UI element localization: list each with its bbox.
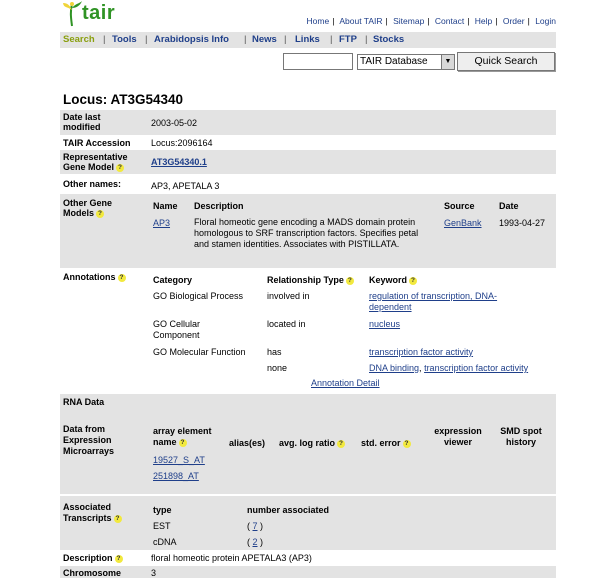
quick-search-button[interactable]: Quick Search xyxy=(457,52,555,71)
top-nav-help[interactable]: Help xyxy=(474,16,493,26)
transcript-type: cDNA xyxy=(153,537,177,547)
col-header-aliases: alias(es) xyxy=(229,438,266,448)
col-header-type: type xyxy=(153,505,172,515)
label-associated-transcripts: Associated Transcripts xyxy=(63,502,112,523)
top-nav: Home | About TAIR | Sitemap | Contact | Help | Order | Login xyxy=(306,16,556,26)
link-annotation-keyword[interactable]: nucleus xyxy=(369,319,401,329)
database-select-value: TAIR Database xyxy=(360,56,428,67)
col-header-relationship-type: Relationship Type xyxy=(267,275,344,285)
top-nav-order[interactable]: Order xyxy=(502,16,525,26)
col-header-source: Source xyxy=(444,201,475,211)
annotation-relationship: none xyxy=(267,363,288,373)
help-icon[interactable]: ? xyxy=(116,164,124,172)
nav-ftp[interactable]: FTP xyxy=(339,34,357,45)
value-tair-accession: Locus:2096164 xyxy=(151,138,213,148)
row-date-last-modified xyxy=(60,110,556,135)
link-transcript-count[interactable]: 7 xyxy=(252,521,258,531)
nav-arabidopsis-info[interactable]: Arabidopsis Info xyxy=(154,34,229,45)
annotation-relationship: involved in xyxy=(267,291,310,301)
link-annotation-keyword[interactable]: transcription factor activity xyxy=(369,347,474,357)
top-nav-about[interactable]: About TAIR xyxy=(339,16,383,26)
help-icon[interactable]: ? xyxy=(179,439,187,447)
link-gene-model-name[interactable]: AP3 xyxy=(153,218,171,228)
top-nav-sitemap[interactable]: Sitemap xyxy=(393,16,425,26)
col-header-std-error: std. error xyxy=(361,438,401,448)
col-header-smd-spot-history: SMD spot history xyxy=(500,426,542,447)
gene-model-description: Floral homeotic gene encoding a MADS domain protein homologous to SRF transcription factors. Specifies petal and stamen identities. Associates with PISTILLATA. xyxy=(194,217,419,249)
link-transcript-count[interactable]: 2 xyxy=(252,537,258,547)
row-representative-gene-model xyxy=(60,150,556,174)
link-annotation-keyword[interactable]: transcription factor activity xyxy=(424,363,529,373)
label-description: Description xyxy=(63,553,113,563)
link-annotation-keyword[interactable]: regulation of transcription, DNA-dependent xyxy=(369,291,498,312)
help-icon[interactable]: ? xyxy=(346,277,354,285)
row-associated-transcripts: Associated Transcripts ? type number associated EST ( 7 ) cDNA ( 2 ) xyxy=(60,496,556,550)
page-title: Locus: AT3G54340 xyxy=(63,92,184,107)
label-rna-data: RNA Data xyxy=(63,397,105,407)
value-description: floral homeotic protein APETALA3 (AP3) xyxy=(151,553,312,563)
top-nav-login[interactable]: Login xyxy=(535,16,556,26)
top-nav-home[interactable]: Home xyxy=(306,16,330,26)
nav-news[interactable]: News xyxy=(252,34,277,45)
main-nav: Search | Tools | Arabidopsis Info | News | Links | FTP | Stocks xyxy=(60,32,556,48)
nav-search[interactable]: Search xyxy=(63,34,95,45)
nav-tools[interactable]: Tools xyxy=(112,34,137,45)
database-select[interactable] xyxy=(357,54,455,70)
row-tair-accession xyxy=(60,136,556,149)
annotation-category: GO Molecular Function xyxy=(153,347,246,357)
help-icon[interactable]: ? xyxy=(337,440,345,448)
value-other-names: AP3, APETALA 3 xyxy=(151,181,220,191)
label-representative-gene-model: Representative Gene Model xyxy=(63,152,128,172)
label-other-gene-models: Other Gene Models xyxy=(63,198,113,218)
link-array-element[interactable]: 251898_AT xyxy=(153,471,199,481)
col-header-category: Category xyxy=(153,275,193,285)
link-annotation-keyword[interactable]: DNA binding xyxy=(369,363,420,373)
link-representative-gene-model[interactable]: AT3G54340.1 xyxy=(151,157,207,167)
link-array-element[interactable]: 19527_S_AT xyxy=(153,455,205,465)
help-icon[interactable]: ? xyxy=(118,274,126,282)
label-date-last-modified: Date last modified xyxy=(63,112,101,132)
label-other-names: Other names: xyxy=(63,179,122,189)
gene-model-date: 1993-04-27 xyxy=(499,218,546,228)
col-header-array-element-name: array element name xyxy=(153,426,212,447)
col-header-keyword: Keyword xyxy=(369,275,408,285)
help-icon[interactable]: ? xyxy=(409,277,417,285)
col-header-date: Date xyxy=(499,201,519,211)
help-icon[interactable]: ? xyxy=(96,210,104,218)
nav-links[interactable]: Links xyxy=(295,34,320,45)
brand-name[interactable]: tair xyxy=(82,2,116,24)
label-expression-microarrays: Data from Expression Microarrays xyxy=(63,424,115,456)
annotation-category: GO Cellular Component xyxy=(153,319,201,340)
value-chromosome: 3 xyxy=(151,568,157,578)
label-annotations: Annotations xyxy=(63,272,116,282)
link-annotation-detail[interactable]: Annotation Detail xyxy=(311,378,380,388)
row-other-names xyxy=(60,176,556,191)
annotation-category: GO Biological Process xyxy=(153,291,244,301)
label-chromosome: Chromosome xyxy=(63,568,122,578)
col-header-number-associated: number associated xyxy=(247,505,330,515)
top-nav-contact[interactable]: Contact xyxy=(434,16,465,26)
col-header-avg-log-ratio: avg. log ratio xyxy=(279,438,336,448)
annotation-relationship: located in xyxy=(267,319,306,329)
col-header-description: Description xyxy=(194,201,244,211)
row-annotations: Annotations ? Category Relationship Type ? Keyword ? GO Biological Process involved in regulation of transcription, DNA-dependent GO Cellular Component located in nucleus GO Molecular Function has transcription factor activity none DNA binding, transcription factor activity Annotation Detail xyxy=(60,269,556,393)
chevron-down-icon[interactable]: ▼ xyxy=(441,55,454,69)
label-tair-accession: TAIR Accession xyxy=(63,138,131,148)
value-date-last-modified: 2003-05-02 xyxy=(151,118,198,128)
col-header-name: Name xyxy=(153,201,178,211)
row-chromosome xyxy=(60,566,556,578)
search-input[interactable] xyxy=(283,53,353,70)
help-icon[interactable]: ? xyxy=(115,555,123,563)
link-source-genbank[interactable]: GenBank xyxy=(444,218,482,228)
row-description xyxy=(60,551,556,565)
nav-stocks[interactable]: Stocks xyxy=(373,34,405,45)
row-rna-data xyxy=(60,394,556,494)
tair-logo-icon[interactable] xyxy=(60,0,84,28)
help-icon[interactable]: ? xyxy=(114,515,122,523)
transcript-type: EST xyxy=(153,521,171,531)
help-icon[interactable]: ? xyxy=(403,440,411,448)
annotation-relationship: has xyxy=(267,347,282,357)
row-other-gene-models xyxy=(60,194,556,268)
col-header-expression-viewer: expression viewer xyxy=(434,426,482,447)
